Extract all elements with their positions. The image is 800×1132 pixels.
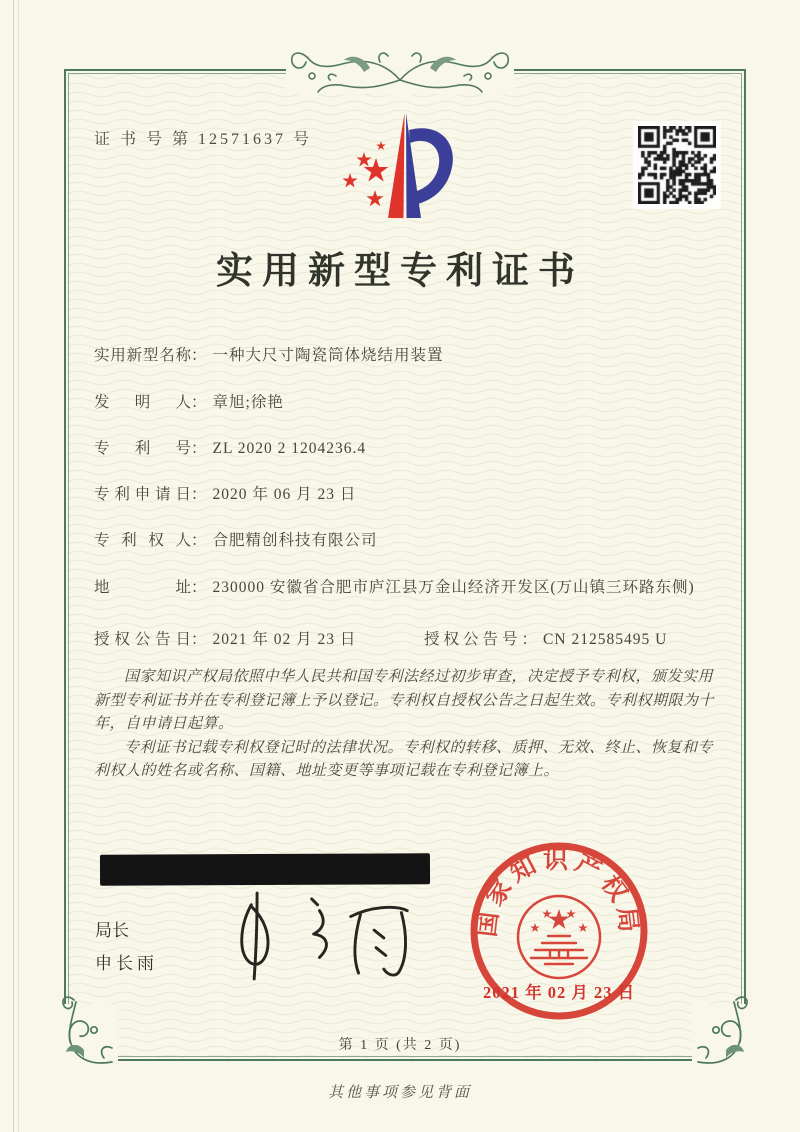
seal-date: 2021 年 02 月 23 日 <box>482 983 636 1002</box>
bottom-right-corner-ornament <box>656 990 756 1074</box>
field-utility-model-name: 实用新型名称： 一种大尺寸陶瓷筒体烧结用装置 <box>94 345 712 367</box>
top-flourish-ornament <box>280 42 520 100</box>
qr-code <box>633 121 721 209</box>
director-signature <box>222 886 417 986</box>
scan-edge-line <box>13 0 19 1132</box>
certificate-number: 证 书 号 第 12571637 号 <box>94 131 313 148</box>
field-label: 授权公告号 <box>424 631 522 648</box>
field-label: 专利号 <box>94 440 191 457</box>
field-grant-date: 授权公告日： 2021 年 02 月 23 日 授权公告号： CN 212585495 U <box>94 629 712 651</box>
field-patentee: 专利权人： 合肥精创科技有限公司 <box>94 530 712 552</box>
field-label: 授权公告日 <box>94 631 191 648</box>
field-value: 一种大尺寸陶瓷筒体烧结用装置 <box>212 347 444 364</box>
field-patent-number: 专利号： ZL 2020 2 1204236.4 <box>94 438 712 460</box>
seal-text: 国家知识产权局 <box>473 847 643 939</box>
national-emblem-icon <box>518 896 600 978</box>
field-value: 章旭;徐艳 <box>212 394 284 411</box>
legal-body-text <box>94 666 714 784</box>
field-label: 实用新型名称 <box>94 347 191 364</box>
field-label: 专利权人 <box>94 532 191 549</box>
field-inventor: 发明人： 章旭;徐艳 <box>94 392 712 414</box>
field-label: 发明人 <box>94 394 191 411</box>
cnipa-logo <box>330 110 480 222</box>
field-filing-date: 专利申请日： 2020 年 06 月 23 日 <box>94 484 712 506</box>
field-value: 2020 年 06 月 23 日 <box>212 486 357 503</box>
field-value: 合肥精创科技有限公司 <box>212 532 378 549</box>
redaction-bar <box>100 853 430 885</box>
director-name: 申长雨 <box>95 954 158 973</box>
field-label: 专利申请日 <box>94 486 191 503</box>
page-number: 第 1 页 (共 2 页) <box>338 1038 462 1053</box>
field-value: 2021 年 02 月 23 日 <box>212 631 357 648</box>
field-address: 地址： 230000 安徽省合肥市庐江县万金山经济开发区(万山镇三环路东侧) <box>94 577 712 599</box>
bottom-left-corner-ornament <box>54 990 154 1074</box>
qr-code-canvas <box>638 126 716 204</box>
field-grant-number: 授权公告号： CN 212585495 U <box>424 629 667 651</box>
field-value: ZL 2020 2 1204236.4 <box>212 440 367 457</box>
certificate-title: 实用新型专利证书 <box>216 251 584 292</box>
field-value: CN 212585495 U <box>543 631 668 648</box>
back-note: 其他事项参见背面 <box>327 1085 472 1101</box>
field-label: 地址 <box>94 579 191 596</box>
body-paragraph-1: 国家知识产权局依照中华人民共和国专利法经过初步审查，决定授予专利权，颁发实用新型专利证书并在专利登记簿上予以登记。专利权自授权公告之日起生效。专利权期限为十年，自申请日起算。 <box>94 669 715 732</box>
field-value: 230000 安徽省合肥市庐江县万金山经济开发区(万山镇三环路东侧) <box>212 579 695 596</box>
body-paragraph-2: 专利证书记载专利权登记时的法律状况。专利权的转移、质押、无效、终止、恢复和专利权人的姓名或名称、国籍、地址变更等事项记载在专利登记簿上。 <box>94 739 714 779</box>
director-title: 局长 <box>95 921 129 940</box>
